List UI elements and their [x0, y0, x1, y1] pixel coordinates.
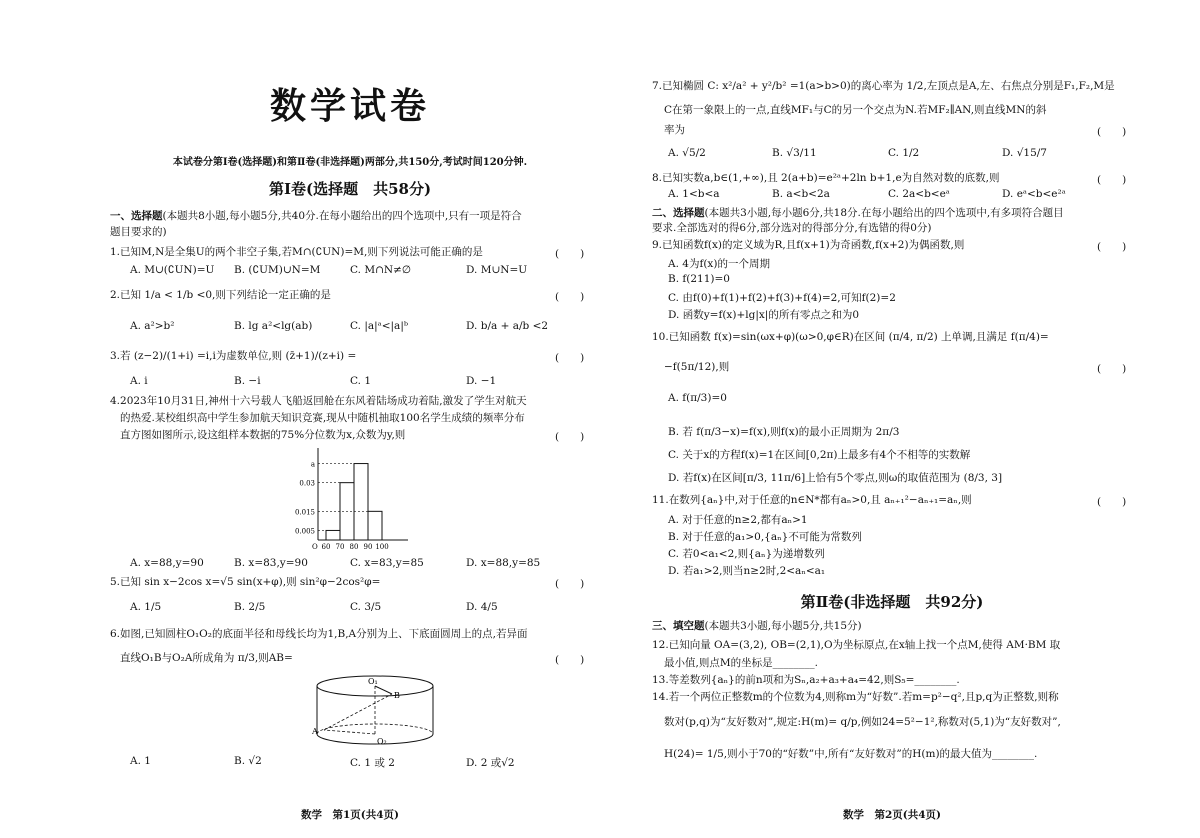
q10-option-d: D. 若f(x)在区间[π/3, 11π/6]上恰有5个零点,则ω的取值范围为 (8/3, 3]: [668, 472, 1003, 484]
q2-option-a: A. a²>b²: [130, 320, 175, 332]
part3-desc: 三、填空题(本题共3小题,每小题5分,共15分): [652, 620, 862, 632]
q4-stem-line2: 的热爱.某校组织高中学生参加航天知识竞赛,现从中随机抽取100名学生成绩的频率分布: [120, 412, 525, 424]
q6-option-c: C. 1 或 2: [350, 757, 395, 769]
q14-line1: 14.若一个两位正整数m的个位数为4,则称m为“好数”.若m=p²−q²,且p,q为正整数,则称: [652, 691, 1059, 703]
label-o2: O₂: [377, 737, 387, 746]
q2-option-b: B. lg a²<lg(ab): [234, 320, 313, 332]
q5-option-c: C. 3/5: [350, 601, 382, 613]
y-tick-label: 0.015: [294, 508, 315, 517]
label-o1: O₁: [368, 677, 378, 686]
q3-answer-paren: ( ): [555, 352, 585, 364]
q12-line1: 12.已知向量 OA=(3,2), OB=(2,1),O为坐标原点,在x轴上找一个点M,使得 AM·BM 取: [652, 639, 1061, 651]
q1-stem: 1.已知M,N是全集U的两个非空子集,若M∩(∁UN)=M,则下列说法可能正确的是: [110, 246, 483, 258]
q14-line2: 数对(p,q)为“友好数对”,规定:H(m)= q/p,例如24=5²−1²,称数对(5,1)为“友好数对”,: [664, 716, 1061, 728]
q3-option-a: A. i: [130, 375, 148, 387]
q2-answer-paren: ( ): [555, 291, 585, 303]
q6-stem-line2: 直线O₁B与O₂A所成角为 π/3,则AB=: [120, 652, 293, 664]
q6-option-d: D. 2 或√2: [466, 757, 515, 769]
part1-desc-line1: 一、选择题(本题共8小题,每小题5分,共40分.在每小题给出的四个选项中,只有一项是符合: [110, 210, 522, 222]
q4-option-d: D. x=88,y=85: [466, 557, 541, 569]
q1-option-d: D. M∪N=U: [466, 264, 528, 276]
q8-option-d: D. eᵃ<b<e²ᵃ: [1002, 188, 1066, 200]
part1-desc-line2: 题目要求的): [110, 226, 167, 238]
q11-option-d: D. 若a₁>2,则当n≥2时,2<aₙ<a₁: [668, 565, 826, 577]
q2-option-c: C. |a|ᵃ<|a|ᵇ: [350, 320, 409, 332]
section-2-title: 第Ⅱ卷(非选择题 共92分): [800, 593, 984, 611]
q6-option-a: A. 1: [130, 755, 151, 767]
part2-desc-line1: 二、选择题(本题共3小题,每小题6分,共18分.在每小题给出的四个选项中,有多项符合题目: [652, 207, 1064, 219]
x-tick-label: 70: [335, 543, 345, 551]
q14-line3: H(24)= 1/5,则小于70的“好数”中,所有“友好数对”的H(m)的最大值为________.: [664, 748, 1038, 760]
q5-option-b: B. 2/5: [234, 601, 266, 613]
q5-option-d: D. 4/5: [466, 601, 498, 613]
histogram-bar: [326, 530, 340, 540]
q7-stem-line2: C在第一象限上的一点,直线MF₁与C的另一个交点为N.若MF₂∥AN,则直线MN的斜: [664, 104, 1047, 116]
q4-stem-line3: 直方图如图所示,设这组样本数据的75%分位数为x,众数为y,则: [120, 429, 406, 441]
part2-head: 二、选择题: [652, 207, 705, 219]
q2-option-d: D. b/a + a/b <2: [466, 320, 549, 332]
q4-option-b: B. x=83,y=90: [234, 557, 308, 569]
q3-option-b: B. −i: [234, 375, 261, 387]
y-tick-label: 0.005: [294, 527, 315, 536]
q10-option-a: A. f(π/3)=0: [668, 392, 727, 404]
histogram-bar: [354, 464, 368, 540]
q5-option-a: A. 1/5: [130, 601, 162, 613]
q8-option-b: B. a<b<2a: [772, 188, 830, 200]
x-tick-label: 60: [321, 543, 331, 551]
q11-option-c: C. 若0<a₁<2,则{aₙ}为递增数列: [668, 548, 825, 560]
q9-option-d: D. 函数y=f(x)+lg|x|的所有零点之和为0: [668, 309, 860, 321]
y-tick-label: 0.03: [299, 479, 315, 488]
label-b: B: [394, 691, 400, 700]
q13-stem: 13.等差数列{aₙ}的前n项和为Sₙ,a₂+a₃+a₄=42,则S₅=________.: [652, 674, 960, 686]
q6-stem-line1: 6.如图,已知圆柱O₁O₂的底面半径和母线长均为1,B,A分别为上、下底面圆周上的点,若异面: [110, 628, 528, 640]
q11-answer-paren: ( ): [1097, 496, 1127, 508]
q1-option-c: C. M∩N≠∅: [350, 264, 412, 276]
q11-stem: 11.在数列{aₙ}中,对于任意的n∈N*都有aₙ>0,且 aₙ₊₁²−aₙ₊₁=aₙ,则: [652, 494, 972, 506]
q9-option-b: B. f(211)=0: [668, 273, 730, 285]
q10-option-c: C. 关于x的方程f(x)=1在区间[0,2π)上最多有4个不相等的实数解: [668, 449, 971, 461]
q10-answer-paren: ( ): [1097, 363, 1127, 375]
histogram-bar: [368, 511, 382, 540]
x-tick-label: 90: [363, 543, 373, 551]
q4-option-a: A. x=88,y=90: [130, 557, 204, 569]
q8-option-c: C. 2a<b<eᵃ: [888, 188, 950, 200]
x-tick-label: 100: [375, 543, 389, 551]
q10-stem-line2: −f(5π/12),则: [664, 361, 730, 373]
right-page: [652, 0, 1132, 838]
q8-stem: 8.已知实数a,b∈(1,+∞),且 2(a+b)=e²ᵃ+2ln b+1,e为自然对数的底数,则: [652, 172, 1000, 184]
q6-answer-paren: ( ): [555, 654, 585, 666]
q8-answer-paren: ( ): [1097, 174, 1127, 186]
q12-line2: 最小值,则点M的坐标是________.: [664, 657, 818, 669]
q9-option-c: C. 由f(0)+f(1)+f(2)+f(3)+f(4)=2,可知f(2)=2: [668, 292, 896, 304]
q3-option-c: C. 1: [350, 375, 372, 387]
part2-desc-line2: 要求.全部选对的得6分,部分选对的得部分分,有选错的得0分): [652, 222, 932, 234]
exam-notice: 本试卷分第Ⅰ卷(选择题)和第Ⅱ卷(非选择题)两部分,共150分,考试时间120分钟.: [172, 157, 528, 168]
q8-option-a: A. 1<b<a: [668, 188, 720, 200]
cylinder-figure: [310, 672, 440, 752]
left-page-footer: 数学 第1页(共4页): [300, 809, 400, 821]
q1-answer-paren: ( ): [555, 248, 585, 260]
y-tick-label: a: [310, 460, 315, 469]
origin-label: O: [312, 543, 318, 551]
q5-answer-paren: ( ): [555, 578, 585, 590]
q7-option-b: B. √3/11: [772, 147, 817, 159]
q7-option-a: A. √5/2: [668, 147, 706, 159]
q3-stem: 3.若 (z−2)/(1+i) =i,i为虚数单位,则 (z̄+1)/(z+i) =: [110, 350, 357, 362]
q7-option-d: D. √15/7: [1002, 147, 1047, 159]
q9-answer-paren: ( ): [1097, 241, 1127, 253]
q9-stem: 9.已知函数f(x)的定义域为R,且f(x+1)为奇函数,f(x+2)为偶函数,则: [652, 239, 965, 251]
q7-answer-paren: ( ): [1097, 126, 1127, 138]
q4-answer-paren: ( ): [555, 431, 585, 443]
q4-stem-line1: 4.2023年10月31日,神州十六号载人飞船返回舱在东风着陆场成功着陆,激发了学生对航天: [110, 395, 527, 407]
frequency-histogram: [290, 444, 430, 552]
q7-stem-line3: 率为: [664, 124, 685, 136]
q11-option-b: B. 对于任意的a₁>0,{aₙ}不可能为常数列: [668, 531, 862, 543]
part1-head: 一、选择题: [110, 210, 163, 222]
q7-option-c: C. 1/2: [888, 147, 920, 159]
q3-option-d: D. −1: [466, 375, 497, 387]
q2-stem: 2.已知 1/a < 1/b <0,则下列结论一定正确的是: [110, 289, 331, 301]
q1-option-a: A. M∪(∁UN)=U: [130, 264, 215, 276]
left-page: [110, 0, 590, 838]
q4-option-c: C. x=83,y=85: [350, 557, 424, 569]
right-page-footer: 数学 第2页(共4页): [842, 809, 942, 821]
label-a: A: [312, 727, 318, 736]
q7-stem-line1: 7.已知椭圆 C: x²/a² + y²/b² =1(a>b>0)的离心率为 1/2,左顶点是A,左、右焦点分别是F₁,F₂,M是: [652, 80, 1115, 92]
exam-title: 数学试卷: [269, 86, 430, 127]
section-1-title: 第Ⅰ卷(选择题 共58分): [268, 180, 432, 198]
q1-option-b: B. (∁UM)∪N=M: [234, 264, 321, 276]
q6-option-b: B. √2: [234, 755, 262, 767]
q10-stem-line1: 10.已知函数 f(x)=sin(ωx+φ)(ω>0,φ∈R)在区间 (π/4, π/2) 上单调,且满足 f(π/4)=: [652, 331, 1049, 343]
q9-option-a: A. 4为f(x)的一个周期: [668, 258, 770, 270]
q11-option-a: A. 对于任意的n≥2,都有aₙ>1: [668, 514, 808, 526]
part3-head: 三、填空题: [652, 620, 705, 632]
x-tick-label: 80: [349, 543, 359, 551]
q10-option-b: B. 若 f(π/3−x)=f(x),则f(x)的最小正周期为 2π/3: [668, 426, 900, 438]
q5-stem: 5.已知 sin x−2cos x=√5 sin(x+φ),则 sin²φ−2cos²φ=: [110, 576, 381, 588]
